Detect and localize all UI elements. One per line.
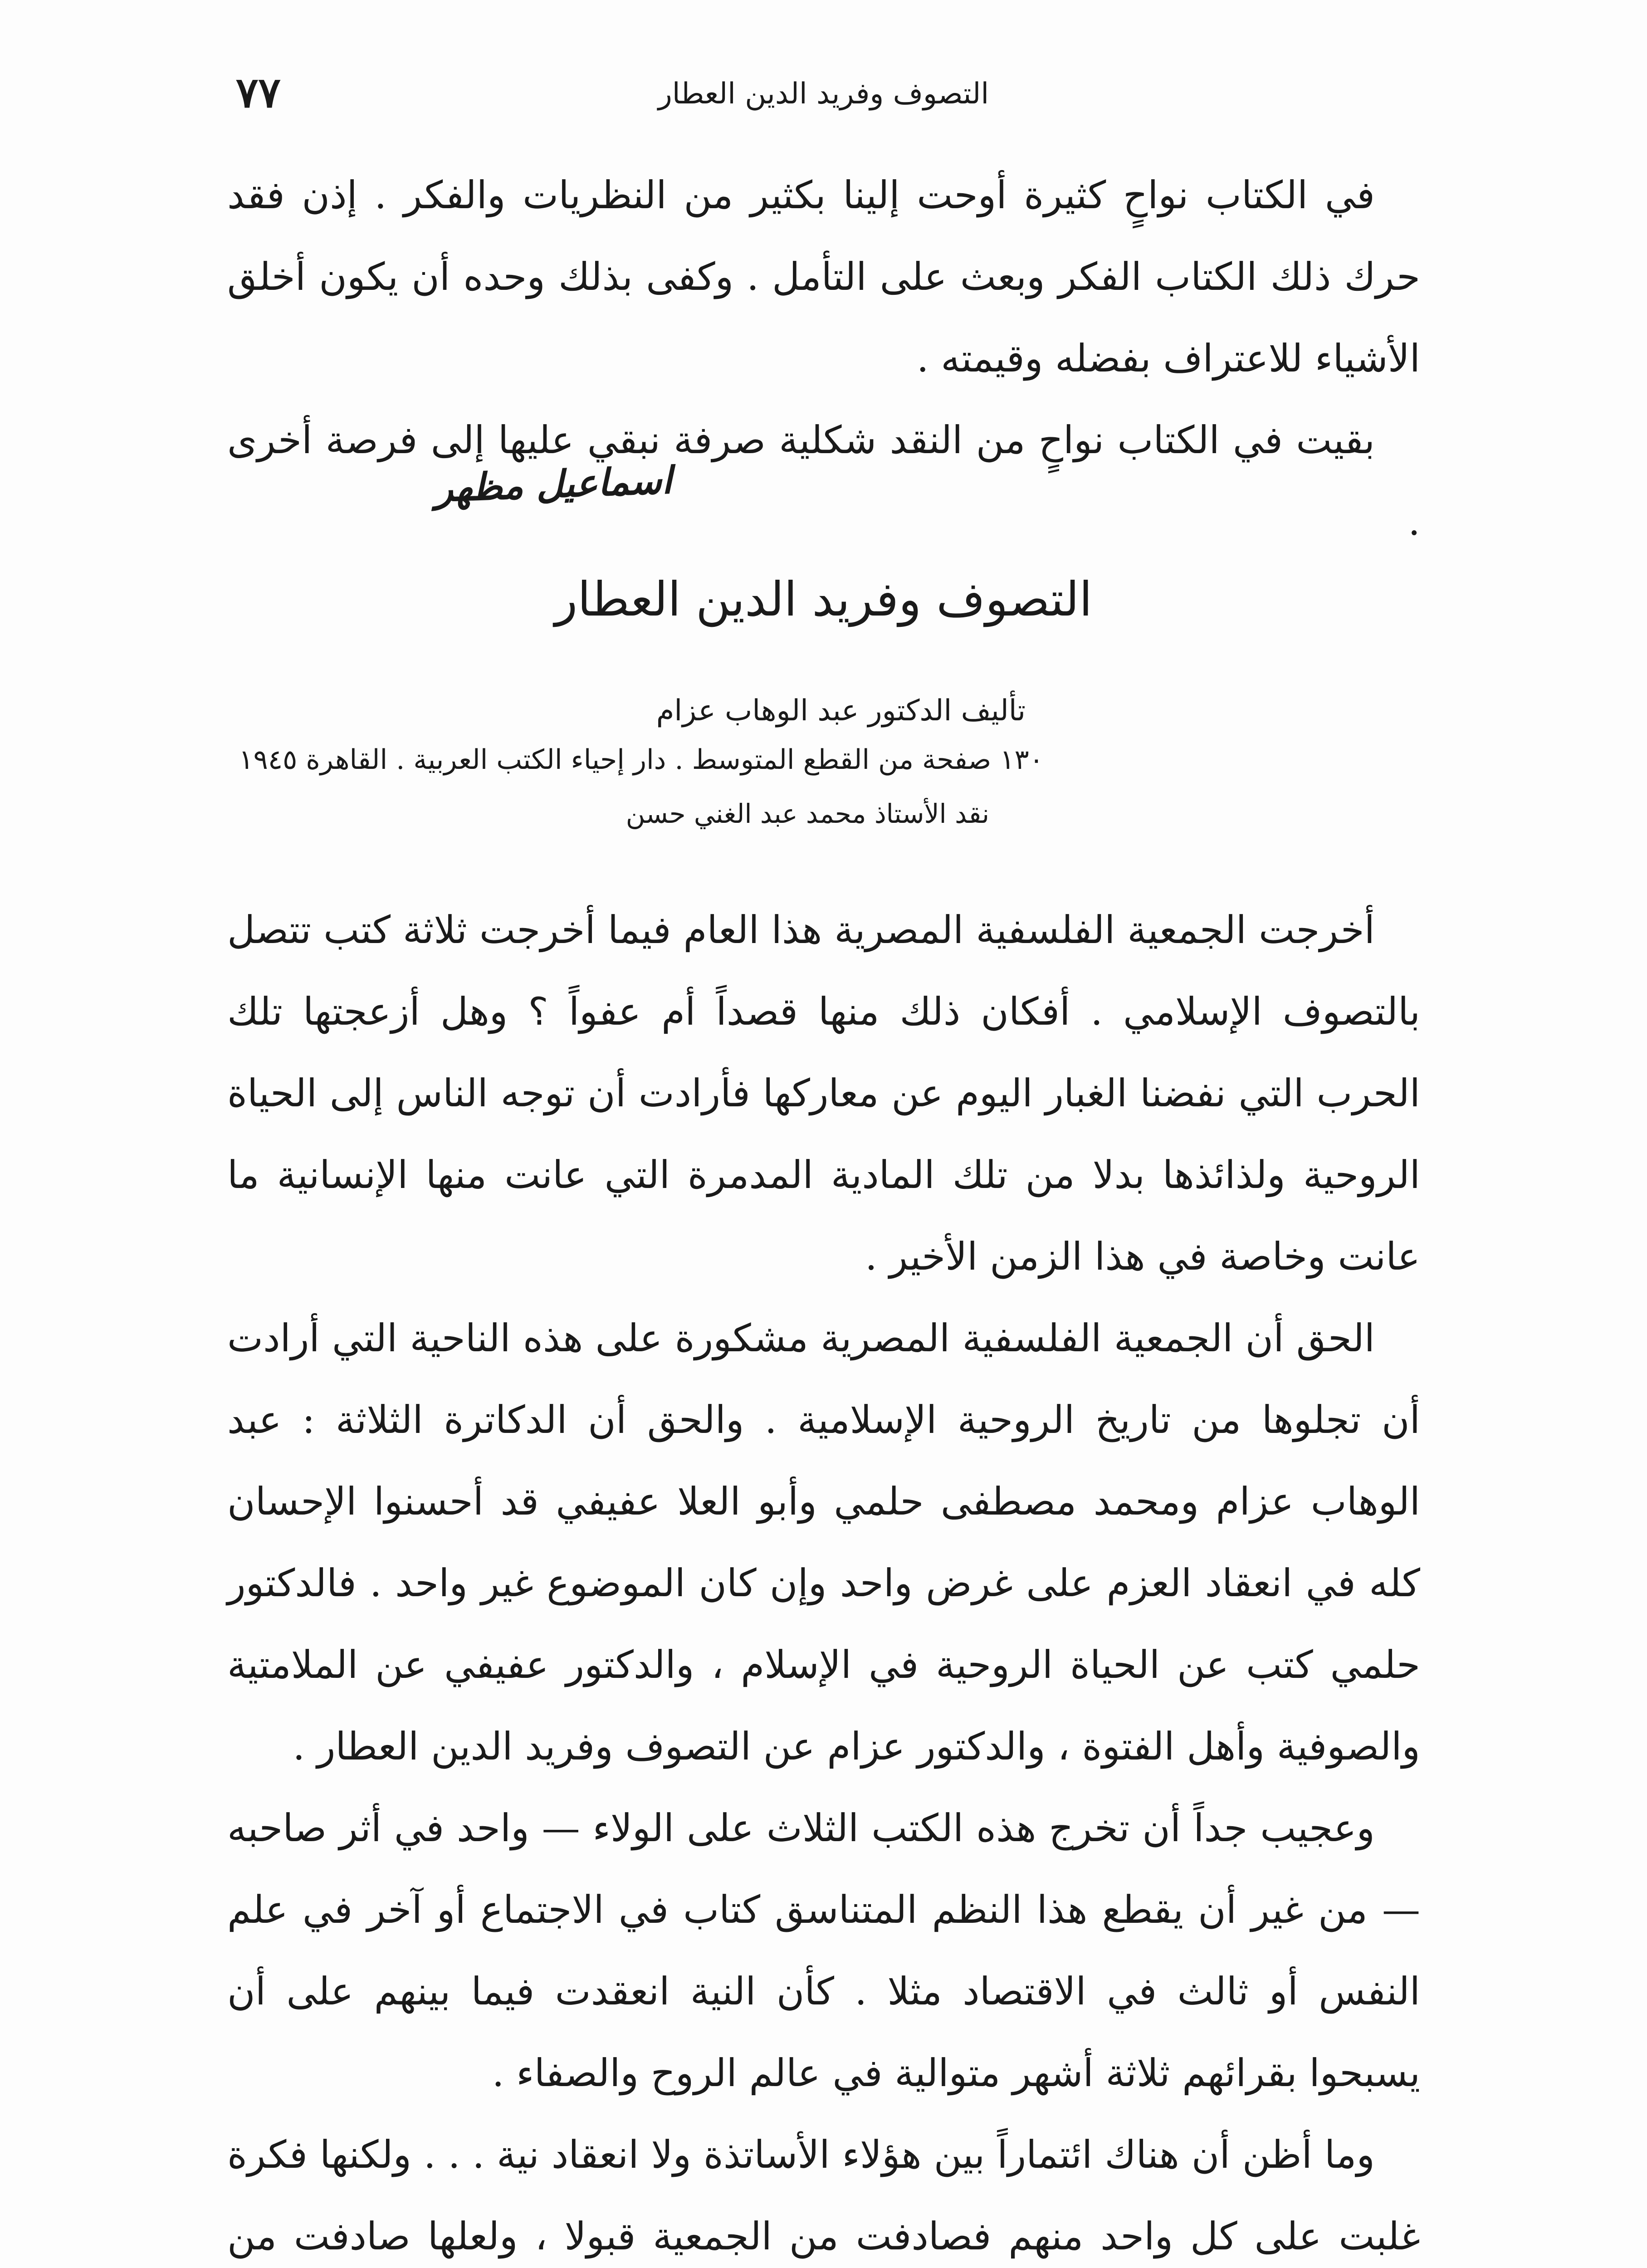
page-number: ٧٧ (236, 68, 281, 117)
paragraph: وعجيب جداً أن تخرج هذه الكتب الثلاث على الولاء — واحد في أثر صاحبه — من غير أن يقطع هذا النظم المتناسق كتاب في الاجتماع أو آخر في علم النفس أو ثالث في الاقتصاد مثلا . كأن النية انعقدت فيما بينهم على أن يسبحوا بقرائهم ثلاثة أشهر متوالية في عالم الروح والصفاء . (227, 1806, 1420, 2095)
paragraph: بقيت في الكتاب نواحٍ من النقد شكلية صرفة نبقي عليها إلى فرصة أخرى . (227, 418, 1420, 544)
signature: اسماعيل مظهر (434, 458, 673, 511)
paragraph: في الكتاب نواحٍ كثيرة أوحت إلينا بكثير من النظريات والفكر . إذن فقد حرك ذلك الكتاب الفكر وبعث على التأمل . وكفى بذلك وحده أن يكون أخلق الأشياء للاعتراف بفضله وقيمته . (227, 173, 1420, 381)
paragraph: وما أظن أن هناك ائتماراً بين هؤلاء الأساتذة ولا انعقاد نية . . . ولكنها فكرة غلبت على كل واحد منهم فصادفت من الجمعية قبولا ، ولعلها صادفت من (227, 2132, 1420, 2258)
paragraph: أخرجت الجمعية الفلسفية المصرية هذا العام فيما أخرجت ثلاثة كتب تتصل بالتصوف الإسلامي . أفكان ذلك منها قصداً أم عفواً ؟ وهل أزعجتها تلك الحرب التي نفضنا الغبار اليوم عن معاركها فأرادت أن توجه الناس إلى الحياة الروحية ولذائذها بدلا من تلك المادية المدمرة التي عانت منها الإنسانية ما عانت وخاصة في هذا الزمن الأخير . (227, 908, 1420, 1279)
article-title: التصوف وفريد الدين العطار (555, 572, 1092, 627)
reviewer-line: نقد الأستاذ محمد عبد الغني حسن (626, 798, 989, 829)
running-title: التصوف وفريد الدين العطار (658, 77, 989, 111)
paragraph: الحق أن الجمعية الفلسفية المصرية مشكورة على هذه الناحية التي أرادت أن تجلوها من تاريخ الروحية الإسلامية . والحق أن الدكاترة الثلاثة : عبد الوهاب عزام ومحمد مصطفى حلمي وأبو العلا عفيفي قد أحسنوا الإحسان كله في انعقاد العزم على غرض واحد وإن كان الموضوع غير واحد . فالدكتور حلمي كتب عن الحياة الروحية في الإسلام ، والدكتور عفيفي عن الملامتية والصوفية وأهل الفتوة ، والدكتور عزام عن التصوف وفريد الدين العطار . (227, 1316, 1420, 1769)
previous-review-ending (227, 154, 1420, 562)
article-body (227, 889, 1420, 2268)
author-line: تأليف الدكتور عبد الوهاب عزام (656, 694, 1026, 728)
publication-details: ١٣٠ صفحة من القطع المتوسط . دار إحياء الكتب العربية . القاهرة ١٩٤٥ (239, 744, 1044, 776)
running-head (227, 68, 1420, 122)
